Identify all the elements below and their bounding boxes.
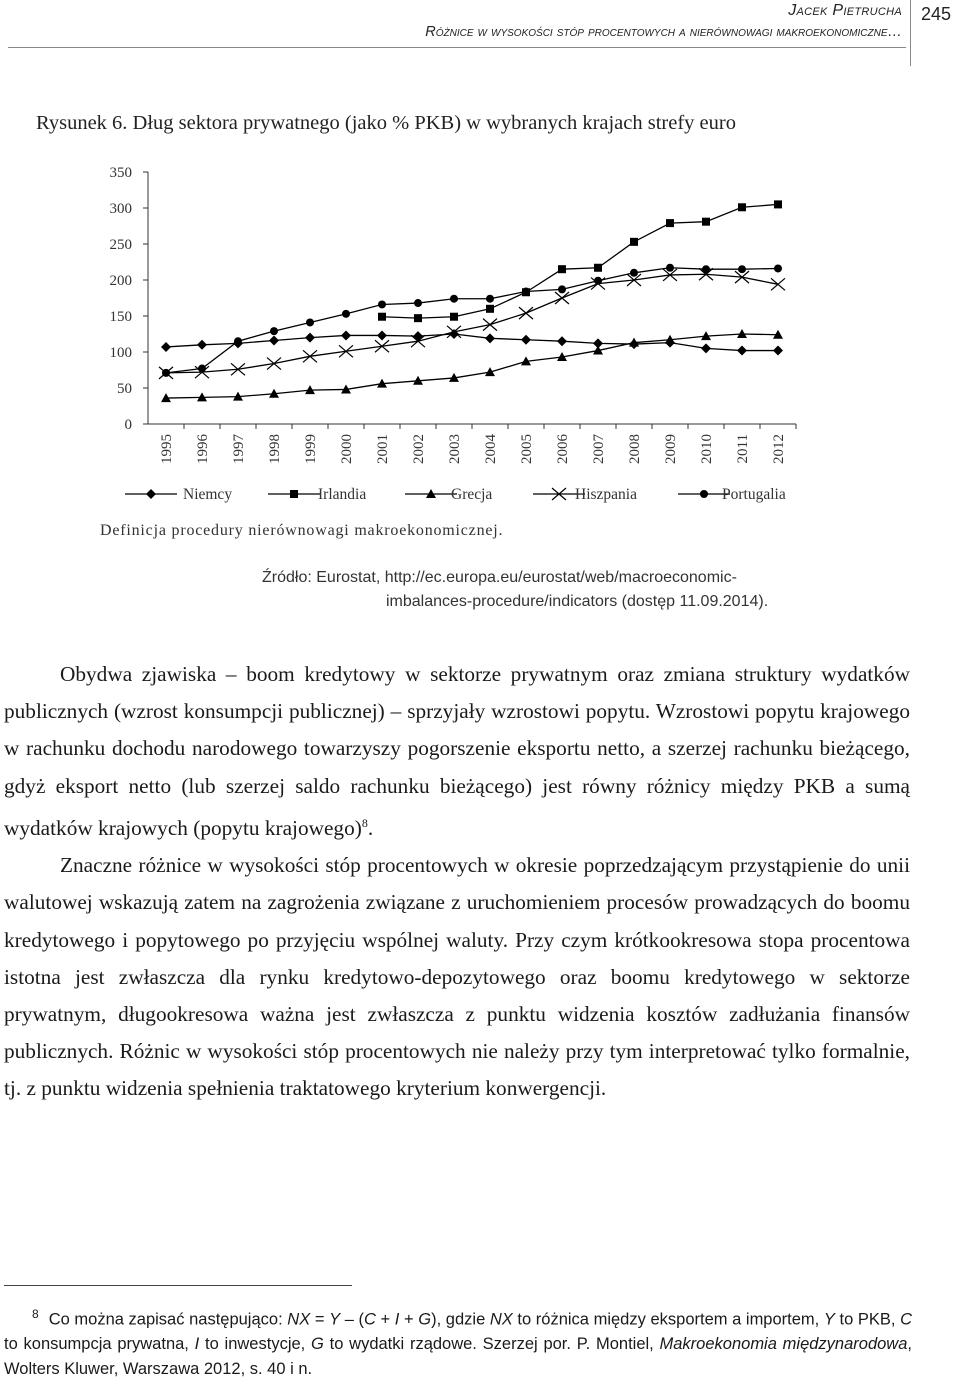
x-tick-label: 2005 <box>519 434 535 464</box>
data-point-niemcy <box>737 346 747 356</box>
legend-item-irlandia <box>268 486 366 503</box>
header-vertical-rule <box>910 0 911 66</box>
data-point-irlandia <box>666 219 674 227</box>
data-point-hiszpania <box>267 358 281 370</box>
y-tick-label: 250 <box>109 237 132 253</box>
x-tick-label: 2002 <box>411 434 427 464</box>
y-tick-label: 0 <box>124 417 132 433</box>
data-point-niemcy <box>773 346 783 356</box>
x-tick-label: 2008 <box>627 434 643 464</box>
header-rule <box>8 47 906 48</box>
data-point-portugalia <box>414 299 422 307</box>
x-tick-label: 1998 <box>267 434 283 464</box>
data-point-irlandia <box>378 313 386 321</box>
figure-source <box>262 566 768 614</box>
legend-item-niemcy <box>125 486 232 503</box>
series-portugalia <box>162 264 782 377</box>
data-point-portugalia <box>342 310 350 318</box>
data-point-portugalia <box>306 318 314 326</box>
data-point-hiszpania <box>555 292 569 304</box>
data-point-portugalia <box>198 365 206 373</box>
x-tick-label: 2003 <box>447 434 463 464</box>
data-point-portugalia <box>738 265 746 273</box>
data-point-hiszpania <box>519 307 533 319</box>
data-point-niemcy <box>485 333 495 343</box>
data-point-portugalia <box>522 288 530 296</box>
series-line-irlandia <box>382 204 778 318</box>
chart-legend <box>125 486 786 503</box>
y-tick-label: 300 <box>109 201 132 217</box>
legend-label-grecja: Grecja <box>451 486 493 503</box>
data-point-irlandia <box>774 200 782 208</box>
running-title: Różnice w wysokości stóp procentowych a nierównowagi makroekonomiczne… <box>425 24 902 40</box>
data-point-hiszpania <box>771 278 785 290</box>
y-tick-label: 350 <box>109 165 132 181</box>
page-header <box>0 0 960 70</box>
data-point-irlandia <box>414 314 422 322</box>
data-point-niemcy <box>269 335 279 345</box>
data-point-irlandia <box>738 203 746 211</box>
series-layer <box>159 200 785 402</box>
running-author: Jacek Pietrucha <box>788 2 902 19</box>
series-line-portugalia <box>166 268 778 373</box>
x-tick-label: 2009 <box>663 434 679 464</box>
x-tick-labels <box>159 434 787 465</box>
legend-marker-niemcy <box>146 489 156 499</box>
x-tick-label: 1996 <box>195 434 211 464</box>
y-tick-labels <box>110 165 133 433</box>
data-point-niemcy <box>521 335 531 345</box>
chart-axes <box>143 172 796 429</box>
paragraph-2: Znaczne różnice w wysokości stóp procentowych w okresie poprzedzającym przystąpienie do unii walutowej wskazują zatem na zagrożenia związane z uruchomieniem procesów prowadzących do boomu kredytowego i popytowego po przyjęciu wspólnej waluty. Przy czym krótkookresowa stopa procentowa istotna jest zwłaszcza dla rynku kredytowo-depozytowego oraz boomu kredytowego w sektorze prywatnym, długookresowa ważna jest zwłaszcza z punktu widzenia kosztów zadłużania finansów publicznych. Różnic w wysokości stóp procentowych nie należy przy tym interpretować tylko formalnie, tj. z punktu widzenia spełnienia traktatowego kryterium konwergencji. <box>4 853 910 1101</box>
data-point-niemcy <box>341 330 351 340</box>
y-tick-label: 50 <box>117 381 132 397</box>
data-point-niemcy <box>305 333 315 343</box>
legend-label-hiszpania: Hiszpania <box>575 486 637 503</box>
data-point-hiszpania <box>339 345 353 357</box>
data-point-portugalia <box>630 269 638 277</box>
data-point-portugalia <box>702 265 710 273</box>
figure-caption: Rysunek 6. Dług sektora prywatnego (jako % PKB) w wybranych krajach strefy euro <box>36 112 736 134</box>
x-tick-label: 1997 <box>231 434 247 464</box>
data-point-niemcy <box>701 343 711 353</box>
footnote-rule <box>4 1285 352 1286</box>
data-point-portugalia <box>774 264 782 272</box>
x-tick-label: 2012 <box>771 434 787 464</box>
data-point-niemcy <box>557 336 567 346</box>
private-debt-chart <box>0 150 960 520</box>
legend-item-hiszpania <box>533 486 637 503</box>
footnote-mark: 8 <box>32 1307 39 1321</box>
data-point-portugalia <box>162 369 170 377</box>
data-point-portugalia <box>666 264 674 272</box>
data-point-portugalia <box>558 285 566 293</box>
data-point-hiszpania <box>303 350 317 362</box>
data-point-portugalia <box>486 295 494 303</box>
data-point-portugalia <box>270 327 278 335</box>
x-tick-label: 2000 <box>339 434 355 464</box>
footnote-8: $^8$ Co można zapisać następująco: NX = Y – (C + I + G), gdzie NX to różnica między eksportem a importem, Y to PKB, C to konsumpcja prywatna, I to inwestycje, G to wydatki rządowe. Szerzej por. P. Montiel, Makroekonomia międzynarodowa, Wolters Kluwer, Warszawa 2012, s. 40 i n. <box>4 1307 913 1378</box>
x-tick-label: 2006 <box>555 434 571 464</box>
data-point-niemcy <box>197 340 207 350</box>
source-line-1: Źródło: Eurostat, http://ec.europa.eu/eurostat/web/macroeconomic- <box>262 569 737 586</box>
legend-item-grecja <box>405 486 492 503</box>
series-grecja <box>161 329 783 402</box>
data-point-irlandia <box>486 305 494 313</box>
x-tick-label: 2011 <box>735 434 751 464</box>
legend-label-niemcy: Niemcy <box>183 486 233 503</box>
footnote-ref-8: 8 <box>361 815 368 830</box>
page-number: 245 <box>921 4 952 24</box>
source-line-2: imbalances-procedure/indicators (dostęp 11.09.2014). <box>386 593 769 610</box>
legend-label-irlandia: Irlandia <box>318 486 367 503</box>
y-tick-label: 200 <box>109 273 132 289</box>
legend-item-portugalia <box>678 486 786 503</box>
legend-marker-irlandia <box>290 490 298 498</box>
data-point-hiszpania <box>375 340 389 352</box>
data-point-irlandia <box>594 264 602 272</box>
legend-marker-portugalia <box>700 490 708 498</box>
figure-definition: Definicja procedury nierównowagi makroekonomicznej. <box>100 522 504 539</box>
x-tick-label: 2010 <box>699 434 715 464</box>
data-point-portugalia <box>450 295 458 303</box>
series-irlandia <box>378 200 782 322</box>
x-tick-label: 1995 <box>159 434 175 464</box>
data-point-irlandia <box>450 313 458 321</box>
series-line-hiszpania <box>166 274 778 373</box>
y-tick-label: 100 <box>109 345 132 361</box>
data-point-portugalia <box>594 277 602 285</box>
data-point-niemcy <box>377 330 387 340</box>
paragraph-1: Obydwa zjawiska – boom kredytowy w sektorze prywatnym oraz zmiana struktury wydatków publicznych (wzrost konsumpcji publicznej) – sprzyjały wzrostowi popytu. Wzrostowi popytu krajowego w rachunku dochodu narodowego towarzyszy pogorszenie eksportu netto, a szerzej rachunku bieżącego, gdyż eksport netto (lub szerzej saldo rachunku bieżącego) jest równy różnicy między PKB a sumą wydatków krajowych (popytu krajowego)$^8$. <box>4 662 910 840</box>
series-line-niemcy <box>166 334 778 351</box>
x-tick-label: 2004 <box>483 434 499 464</box>
data-point-irlandia <box>630 238 638 246</box>
body-text <box>4 656 910 1108</box>
x-tick-label: 1999 <box>303 434 319 464</box>
x-tick-label: 2007 <box>591 434 607 464</box>
series-niemcy <box>161 329 783 356</box>
legend-label-portugalia: Portugalia <box>722 486 786 503</box>
cited-book-title: Makroekonomia międzynarodowa <box>659 1335 908 1353</box>
data-point-hiszpania <box>483 319 497 331</box>
data-point-irlandia <box>702 218 710 226</box>
data-point-portugalia <box>378 300 386 308</box>
series-hiszpania <box>159 268 785 379</box>
data-point-portugalia <box>234 337 242 345</box>
data-point-niemcy <box>161 342 171 352</box>
y-tick-label: 150 <box>109 309 132 325</box>
x-tick-label: 2001 <box>375 434 391 464</box>
data-point-irlandia <box>558 265 566 273</box>
